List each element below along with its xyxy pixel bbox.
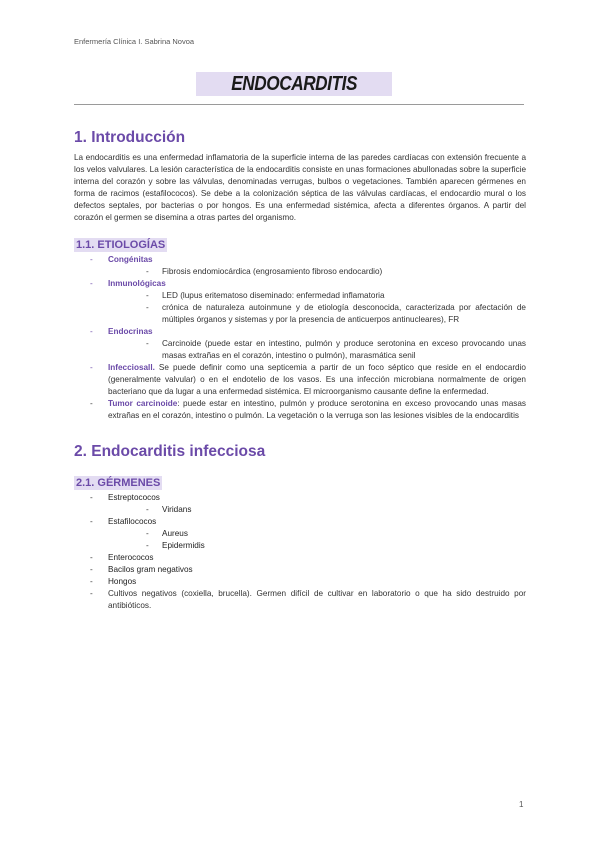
list-item-text: Fibrosis endomiocárdica (engrosamiento fibroso endocardio): [162, 267, 383, 276]
tumor-text: : puede estar en intestino, pulmón y produce serotonina en exceso provocando unas masas extrañas en el corazón, intestino o pulmón. La vegetación o la verruga son las lesiones visibles de la endocarditis: [108, 399, 527, 420]
estreptococos-sublist: [108, 504, 526, 516]
list-item: [108, 266, 526, 278]
bullet-dash: -: [146, 339, 149, 348]
bullet-dash: -: [90, 327, 93, 336]
subheading-etiologias: 1.1. ETIOLOGÍAS: [76, 239, 166, 251]
list-item: [108, 528, 526, 540]
bullet-dash: -: [90, 565, 93, 574]
title-divider: [74, 104, 524, 105]
list-item: [74, 492, 526, 516]
bullet-dash: -: [90, 399, 93, 408]
list-item: [74, 552, 526, 564]
list-item-text: Viridans: [162, 505, 192, 514]
list-item: [74, 516, 526, 552]
list-item-endocrinas: [74, 326, 526, 362]
page-number: 1: [519, 800, 524, 809]
bullet-dash: -: [146, 267, 149, 276]
list-item-text: Bacilos gram negativos: [108, 565, 193, 574]
list-item: [74, 588, 526, 612]
bullet-dash: -: [90, 493, 93, 502]
bullet-dash: -: [146, 303, 149, 312]
label-endocrinas: Endocrinas: [108, 327, 153, 336]
infecciosa-paragraph: [108, 362, 526, 398]
bullet-dash: -: [90, 589, 93, 598]
list-item-text: Carcinoide (puede estar en intestino, pulmón y produce serotonina en exceso provocando unas masas extrañas en el corazón, intestino o pulmón), marasmática senil: [162, 339, 526, 360]
section-2: [74, 442, 526, 462]
list-item-text: Estafilococos: [108, 517, 157, 526]
congenitas-sublist: [108, 266, 526, 278]
running-header: Enfermería Clínica I. Sabrina Novoa: [74, 37, 195, 46]
bullet-dash: -: [90, 553, 93, 562]
bullet-dash: -: [90, 517, 93, 526]
list-item-text: Estreptococos: [108, 493, 160, 502]
subheading-germenes: 2.1. GÉRMENES: [76, 477, 161, 489]
list-item-congenitas: [74, 254, 526, 278]
list-item: [108, 504, 526, 516]
title-highlight: [196, 72, 392, 96]
list-item-tumor: [74, 398, 526, 422]
bullet-dash: -: [90, 279, 93, 288]
infecciosa-text: Se puede definir como una septicemia a partir de un foco séptico que reside en el endocardio (generalmente valvular) o en el endotelio de los vasos. Es una infección microbiana normalmente de origen bacteriano que da lugar a una enfermedad sistémica. El microorganismo causante define la enfermedad.: [108, 363, 526, 396]
list-item-infecciosa: [74, 362, 526, 398]
tumor-paragraph: [108, 398, 526, 422]
bullet-dash: -: [146, 505, 149, 514]
list-item: [108, 338, 526, 362]
list-item: [108, 302, 526, 326]
estafilococos-sublist: [108, 528, 526, 552]
list-item-text: crónica de naturaleza autoinmune y de etiología desconocida, caracterizada por afectación de múltiples órganos y sistemas y por la presencia de anticuerpos antinucleares), FR: [162, 303, 526, 324]
list-item-text: Cultivos negativos (coxiella, brucella). Germen difícil de cultivar en laboratorio o que ha sido destruido por antibióticos.: [108, 589, 526, 610]
list-item-text: Enterococos: [108, 553, 154, 562]
list-item-text: Aureus: [162, 529, 188, 538]
list-item: [108, 540, 526, 552]
label-congenitas: Congénitas: [108, 255, 153, 264]
bullet-dash: -: [90, 255, 93, 264]
intro-paragraph: La endocarditis es una enfermedad inflamatoria de la superficie interna de las paredes cardíacas con extensión frecuente a los velos valvulares. La lesión característica de la endocarditis consiste en unas formaciones abullonadas sobre la superficie interna del corazón y sobre las válvulas, denominadas verrugas, bulbos o vegetaciones. También aparecen gérmenes en forma de racimos (estafilococos). Se debe a la colonización séptica de las válvulas cardíacas, el endocardio mural o los defectos septales, por bacterias o por hongos. Es una enfermedad sistémica, afecta a diferentes órganos. A partir del corazón el germen se disemina a otras partes del organismo.: [74, 153, 526, 222]
list-item: [74, 576, 526, 588]
list-item-text: Hongos: [108, 577, 137, 586]
label-tumor-carcinoide: Tumor carcinoide: [108, 399, 178, 408]
inmunologicas-sublist: [108, 290, 526, 326]
endocrinas-sublist: [108, 338, 526, 362]
germenes-list: [74, 492, 526, 612]
document-body: [74, 128, 526, 612]
bullet-dash: -: [146, 291, 149, 300]
label-infecciosa: Infecciosall.: [108, 363, 155, 372]
document-title: ENDOCARDITIS: [231, 72, 357, 95]
section-heading-endocarditis-infecciosa: 2. Endocarditis infecciosa: [74, 443, 266, 460]
bullet-dash: -: [90, 363, 93, 372]
bullet-dash: -: [146, 541, 149, 550]
list-item: [108, 290, 526, 302]
section-heading-introduccion: 1. Introducción: [74, 129, 186, 146]
etiologias-list: [74, 254, 526, 422]
label-inmunologicas: Inmunológicas: [108, 279, 166, 288]
bullet-dash: -: [90, 577, 93, 586]
list-item-inmunologicas: [74, 278, 526, 326]
list-item-text: Epidermidis: [162, 541, 205, 550]
list-item: [74, 564, 526, 576]
list-item-text: LED (lupus eritematoso diseminado: enfermedad inflamatoria: [162, 291, 385, 300]
bullet-dash: -: [146, 529, 149, 538]
